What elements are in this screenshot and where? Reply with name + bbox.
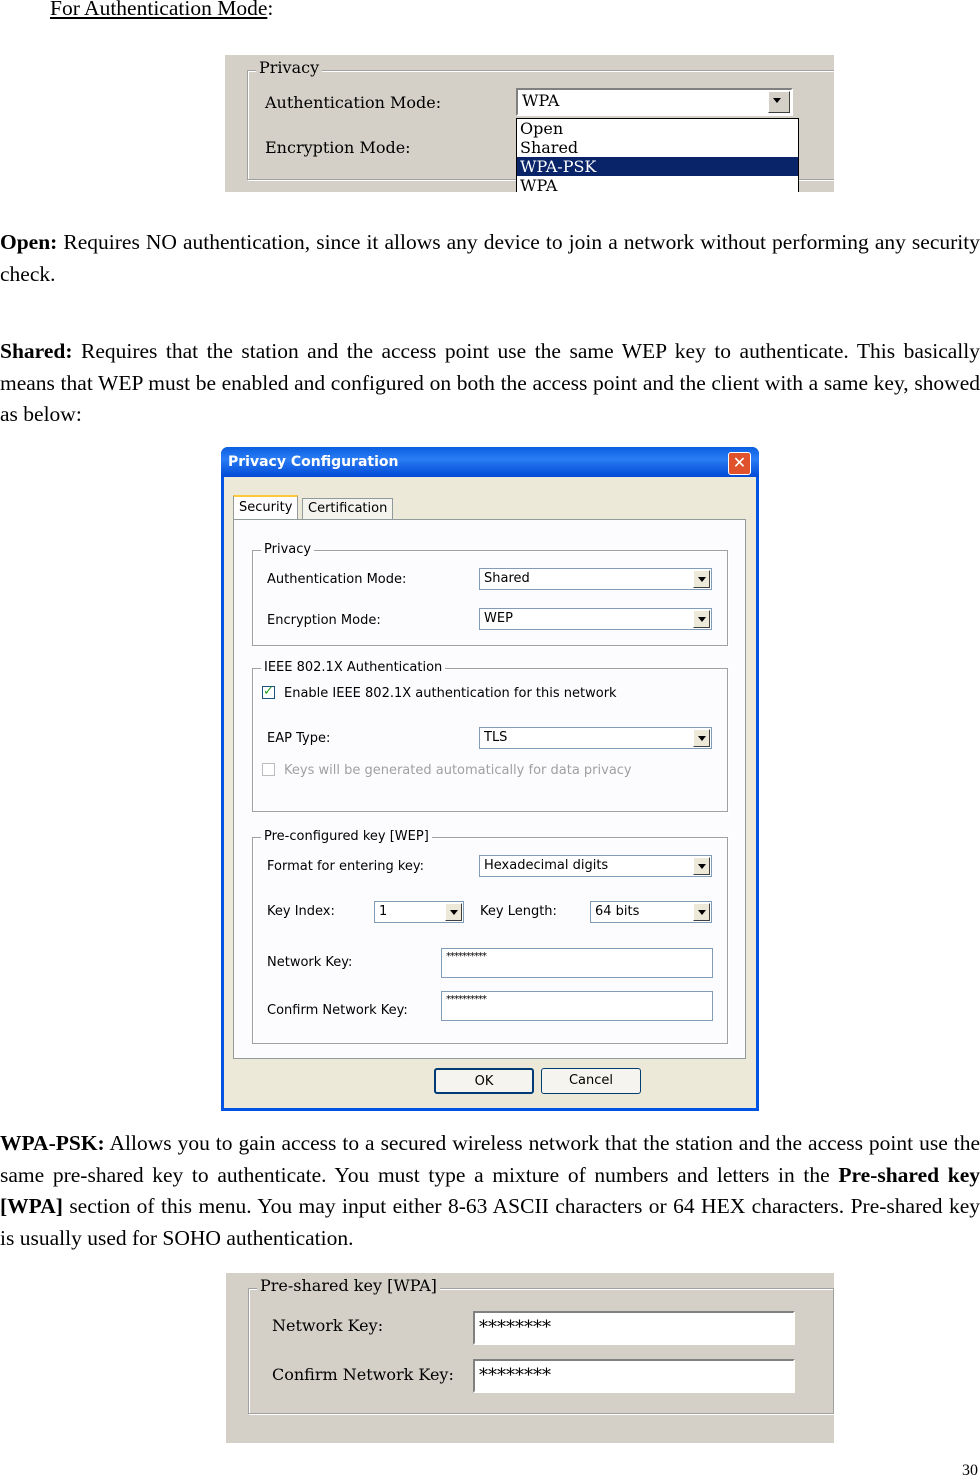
key-index-value: 1 (379, 904, 388, 919)
wpa-psk-text-1: Allows you to gain access to a secured wireless network that the station and the access point use the same pre-shared key to authenticate. You must type a mixture of numbers and letters in the (0, 1131, 980, 1187)
network-key-field[interactable] (441, 948, 713, 978)
open-text: Requires NO authentication, since it allows any device to join a network without performing any security check. (0, 230, 980, 286)
dropdown-option-shared[interactable]: Shared (520, 138, 579, 157)
auth-mode-screenshot (225, 55, 834, 192)
eap-type-value: TLS (484, 730, 508, 745)
tab-security[interactable]: Security (233, 495, 298, 520)
dropdown-option-open[interactable]: Open (520, 119, 564, 138)
auth-mode-select[interactable] (479, 568, 712, 590)
auth-mode-label: Authentication Mode: (265, 93, 442, 112)
chevron-down-icon[interactable] (693, 857, 710, 875)
pre-shared-key-screenshot (226, 1273, 834, 1443)
chevron-down-icon[interactable] (693, 903, 710, 921)
chevron-down-icon[interactable] (768, 91, 790, 113)
key-length-value: 64 bits (595, 904, 640, 919)
wpa-psk-bold-term: Pre-shared key [WPA] (0, 1162, 980, 1218)
confirm-key-label: Confirm Network Key: (272, 1365, 454, 1384)
heading-text: For Authentication Mode (50, 0, 268, 20)
dialog-body (224, 477, 756, 1108)
privacy-group-title: Privacy (261, 542, 314, 558)
shared-paragraph (0, 336, 980, 431)
network-key-value: ********** (446, 951, 486, 962)
dropdown-option-wpa-psk[interactable]: WPA-PSK (517, 157, 798, 176)
shared-term: Shared: (0, 339, 73, 363)
auto-keys-checkbox (262, 763, 275, 776)
enc-mode-value: WEP (484, 611, 513, 626)
tab-certification[interactable]: Certification (302, 498, 393, 519)
psk-group-title: Pre-shared key [WPA] (257, 1278, 440, 1294)
confirm-key-value: ******** (479, 1365, 551, 1386)
chevron-down-icon[interactable] (693, 729, 710, 747)
privacy-group-title: Privacy (256, 60, 322, 76)
dropdown-option-wpa[interactable]: WPA (520, 176, 558, 192)
key-length-select[interactable] (590, 901, 712, 923)
close-icon[interactable]: ✕ (728, 452, 751, 475)
enable-8021x-label: Enable IEEE 802.1X authentication for this network (284, 686, 617, 701)
key-format-value: Hexadecimal digits (484, 858, 609, 873)
confirm-key-field[interactable] (473, 1359, 795, 1393)
key-format-select[interactable] (479, 855, 712, 877)
enc-mode-label: Encryption Mode: (267, 613, 381, 628)
dialog-titlebar[interactable] (221, 447, 759, 477)
network-key-label: Network Key: (272, 1316, 384, 1335)
wep-group-title: Pre-configured key [WEP] (261, 829, 432, 845)
dialog-title: Privacy Configuration (228, 454, 399, 470)
privacy-groupbox (252, 542, 728, 646)
chevron-down-icon[interactable] (693, 570, 710, 588)
shared-text: Requires that the station and the access point use the same WEP key to authenticate. This basically means that WEP must be enabled and configured on both the access point and the client with a same key, showed as below: (0, 339, 980, 426)
auth-mode-value: WPA (522, 91, 560, 110)
ok-button[interactable]: OK (434, 1068, 534, 1094)
key-index-label: Key Index: (267, 904, 335, 919)
key-length-label: Key Length: (480, 904, 557, 919)
pre-shared-key-groupbox (248, 1276, 834, 1414)
auth-mode-select[interactable] (516, 88, 793, 116)
chevron-down-icon[interactable] (445, 903, 462, 921)
auto-keys-label: Keys will be generated automatically for data privacy (284, 763, 632, 778)
security-tab-panel (233, 519, 746, 1059)
enable-8021x-checkbox[interactable] (262, 686, 275, 699)
ieee-group-title: IEEE 802.1X Authentication (261, 660, 445, 676)
privacy-configuration-dialog (221, 447, 759, 1111)
confirm-key-field[interactable] (441, 991, 713, 1021)
enc-mode-label: Encryption Mode: (265, 138, 411, 157)
wpa-psk-term: WPA-PSK: (0, 1131, 105, 1155)
open-paragraph (0, 227, 980, 290)
enc-mode-select[interactable] (479, 608, 712, 630)
wpa-psk-paragraph (0, 1128, 980, 1254)
chevron-down-icon[interactable] (693, 610, 710, 628)
eap-type-select[interactable] (479, 727, 712, 749)
key-format-label: Format for entering key: (267, 859, 425, 874)
auth-mode-value: Shared (484, 571, 530, 586)
heading-suffix: : (267, 0, 274, 20)
page-number: 30 (962, 1462, 978, 1479)
wpa-psk-text-2: section of this menu. You may input either 8-63 ASCII characters or 64 HEX characters. Pre-shared key is usually used for SOHO authentication. (0, 1194, 980, 1250)
open-term: Open: (0, 230, 58, 254)
section-heading (50, 0, 273, 21)
network-key-field[interactable] (473, 1311, 795, 1345)
confirm-key-label: Confirm Network Key: (267, 1003, 408, 1018)
confirm-key-value: ********** (446, 994, 486, 1005)
network-key-value: ******** (479, 1317, 551, 1338)
auth-mode-dropdown-list (516, 118, 799, 192)
auth-mode-label: Authentication Mode: (267, 572, 407, 587)
network-key-label: Network Key: (267, 955, 353, 970)
key-index-select[interactable] (374, 901, 464, 923)
eap-type-label: EAP Type: (267, 731, 331, 746)
cancel-button[interactable]: Cancel (541, 1068, 641, 1094)
